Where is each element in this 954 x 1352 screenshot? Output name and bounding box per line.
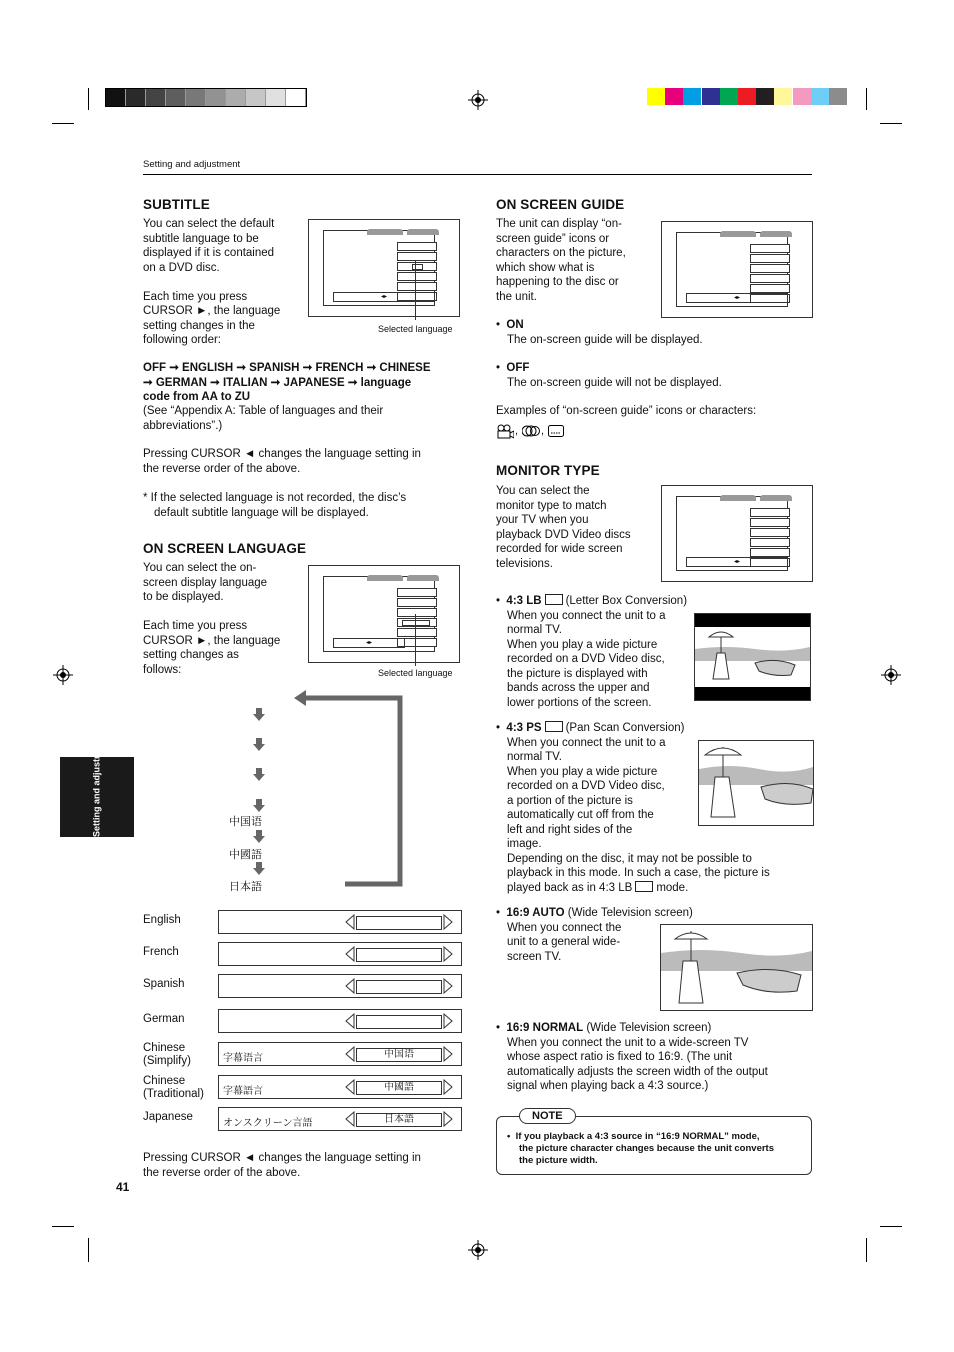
subtitle-reverse: Pressing CURSOR ◄ changes the language setting in the reverse order of the above. <box>143 448 421 475</box>
color-swatch <box>756 88 774 105</box>
header-rule <box>143 174 812 175</box>
osg-heading: ON SCREEN GUIDE <box>496 197 625 212</box>
osg-intro: The unit can display “on- screen guide” icons or characters on the picture, which show what is happening to the disc or the unit. <box>496 218 626 303</box>
color-swatch <box>829 88 847 105</box>
left-arrow-icon <box>345 1013 355 1029</box>
sequence-item: 中國語 <box>229 849 262 861</box>
subtitle-note: * If the selected language is not recorded, the disc’s default subtitle language will be displayed. <box>143 492 407 519</box>
color-swatch <box>665 88 683 105</box>
gray-swatch <box>266 89 286 106</box>
right-arrow-icon <box>443 978 453 994</box>
monitor-normal: • 16:9 NORMAL (Wide Television screen) When you connect the unit to a wide-screen TV whose aspect ratio is fixed to 16:9. (The unit automatically adjusts the screen width of the output signal when playing back a 4:3 source.) <box>496 1022 768 1092</box>
beach-scene-icon <box>695 627 810 687</box>
monitor-menu-illustration: ◂▸ <box>661 485 813 582</box>
right-arrow-icon <box>443 1079 453 1095</box>
color-swatch <box>647 88 665 105</box>
language-setting-display <box>218 942 462 966</box>
language-setting-value: 中國語 <box>356 1081 442 1095</box>
crop-mark <box>866 88 867 110</box>
language-setting-value <box>356 948 442 962</box>
language-setting-label: 字幕语言 <box>223 1053 263 1064</box>
language-setting-display <box>218 910 462 934</box>
grayscale-bar <box>105 88 307 107</box>
subtitle-see: (See “Appendix A: Table of languages and their abbreviations”.) <box>143 405 384 432</box>
language-setting-display <box>218 1107 462 1131</box>
gray-swatch <box>186 89 206 106</box>
color-swatch <box>793 88 811 105</box>
color-swatch <box>774 88 792 105</box>
subtitle-order: OFF ➞ ENGLISH ➞ SPANISH ➞ FRENCH ➞ CHINESE ➞ GERMAN ➞ ITALIAN ➞ JAPANESE ➞ language code from AA to ZU <box>143 362 431 403</box>
registration-mark-icon <box>468 90 488 110</box>
monitor-intro: You can select the monitor type to match your TV when you playback DVD Video discs recorded for wide screen televisions. <box>496 485 631 570</box>
pan-scan-picture <box>698 740 814 826</box>
crop-mark <box>880 1226 902 1227</box>
language-setting-display <box>218 1009 462 1033</box>
language-setting-label: オンスクリーン言語 <box>223 1118 313 1129</box>
language-setting-value: 日本語 <box>356 1113 442 1127</box>
down-arrow-icon <box>253 708 265 721</box>
left-arrow-icon <box>345 1111 355 1127</box>
beach-scene-icon <box>661 925 812 1010</box>
down-arrow-icon <box>253 862 265 875</box>
osl-intro: You can select the on- screen display language to be displayed. Each time you press CURSOR ►, the language setting changes as follows: <box>143 562 281 676</box>
crop-mark <box>88 1238 89 1262</box>
color-bar <box>647 88 847 105</box>
crop-mark <box>52 123 74 124</box>
side-tab-label: Setting and adjustment <box>91 737 102 837</box>
camera-angle-icon <box>496 423 514 439</box>
crop-mark <box>880 123 902 124</box>
language-name: Chinese (Traditional) <box>143 1075 204 1100</box>
subtitle-caption: Selected language <box>378 324 453 334</box>
subtitle-menu-illustration: ◂▸ <box>308 219 460 317</box>
subtitle-heading: SUBTITLE <box>143 197 210 212</box>
language-name: English <box>143 914 181 926</box>
right-arrow-icon <box>443 1111 453 1127</box>
left-arrow-icon <box>345 914 355 930</box>
right-arrow-icon <box>443 1013 453 1029</box>
osl-caption: Selected language <box>378 668 453 678</box>
language-name: French <box>143 946 179 958</box>
gray-swatch <box>146 89 166 106</box>
language-setting-display <box>218 1075 462 1099</box>
right-arrow-icon <box>443 946 453 962</box>
language-name: Chinese (Simplify) <box>143 1042 191 1067</box>
osg-menu-illustration: ◂▸ <box>661 221 813 318</box>
registration-mark-icon <box>468 1240 488 1260</box>
audio-icon <box>522 425 540 437</box>
color-swatch <box>738 88 756 105</box>
left-arrow-icon <box>345 1079 355 1095</box>
color-swatch <box>811 88 829 105</box>
language-name: Japanese <box>143 1111 193 1123</box>
note-text: • If you playback a 4:3 source in “16:9 NORMAL” mode, the picture character changes because the unit converts the picture width. <box>507 1131 775 1166</box>
down-arrow-icon <box>253 799 265 812</box>
osg-examples: Examples of “on-screen guide” icons or characters: <box>496 405 757 417</box>
right-arrow-icon <box>443 914 453 930</box>
right-arrow-icon <box>443 1046 453 1062</box>
note-title: NOTE <box>519 1108 576 1124</box>
running-header: Setting and adjustment <box>143 159 241 170</box>
language-name: German <box>143 1013 185 1025</box>
wide-picture <box>660 924 813 1011</box>
language-setting-display <box>218 1042 462 1066</box>
left-arrow-icon <box>345 978 355 994</box>
osg-off: • OFF The on-screen guide will not be displayed. <box>496 362 722 389</box>
monitor-lb: • 4:3 LB (Letter Box Conversion) When you connect the unit to a normal TV. When you play a wide picture recorded on a DVD Video disc, the picture is displayed with bands across the upper and lower portions of the screen. <box>496 595 688 709</box>
language-setting-value <box>356 916 442 930</box>
monitor-heading: MONITOR TYPE <box>496 463 600 478</box>
monitor-auto: • 16:9 AUTO (Wide Television screen) When you connect the unit to a general wide- screen TV. <box>496 907 693 963</box>
sequence-item: 日本語 <box>229 881 262 893</box>
crop-mark <box>866 1238 867 1262</box>
loop-back-arrow-icon <box>290 688 405 888</box>
gray-swatch <box>166 89 186 106</box>
language-setting-value <box>356 1015 442 1029</box>
gray-swatch <box>206 89 226 106</box>
gray-swatch <box>246 89 266 106</box>
note-box <box>496 1110 812 1175</box>
osl-menu-illustration: ◂▸ <box>308 565 460 663</box>
down-arrow-icon <box>253 830 265 843</box>
page-number: 41 <box>116 1180 130 1194</box>
gray-swatch <box>126 89 146 106</box>
crop-mark <box>52 1226 74 1227</box>
beach-scene-icon <box>699 741 813 825</box>
registration-mark-icon <box>881 665 901 685</box>
gray-swatch <box>226 89 246 106</box>
monitor-ps: • 4:3 PS (Pan Scan Conversion) When you connect the unit to a normal TV. When you play a wide picture recorded on a DVD Video disc, a portion of the picture is automatically cut off from the left and right sides of the image. Depending on the disc, it may not be possible to playback in this mode. In such a case, the picture is played back as in 4:3 LB mode. <box>496 722 770 894</box>
language-setting-value <box>356 980 442 994</box>
language-setting-display <box>218 974 462 998</box>
ps-icon <box>545 721 563 732</box>
osl-heading: ON SCREEN LANGUAGE <box>143 541 307 556</box>
side-tab <box>60 737 134 837</box>
sequence-item: 中国语 <box>229 816 262 828</box>
color-swatch <box>720 88 738 105</box>
down-arrow-icon <box>253 738 265 751</box>
gray-swatch <box>286 89 306 106</box>
registration-mark-icon <box>53 665 73 685</box>
lb-icon <box>635 881 653 892</box>
left-arrow-icon <box>345 946 355 962</box>
color-swatch <box>683 88 701 105</box>
language-name: Spanish <box>143 978 185 990</box>
down-arrow-icon <box>253 768 265 781</box>
osl-reverse: Pressing CURSOR ◄ changes the language setting in the reverse order of the above. <box>143 1152 421 1179</box>
osg-on: • ON The on-screen guide will be displayed. <box>496 319 703 346</box>
language-setting-value: 中国语 <box>356 1048 442 1062</box>
gray-swatch <box>106 89 126 106</box>
osg-example-icons: , , <box>496 423 576 439</box>
subtitle-icon <box>548 425 564 437</box>
lb-icon <box>545 594 563 605</box>
left-arrow-icon <box>345 1046 355 1062</box>
color-swatch <box>702 88 720 105</box>
language-setting-label: 字幕語言 <box>223 1086 263 1097</box>
letterbox-picture <box>694 613 811 701</box>
subtitle-intro: You can select the default subtitle language to be displayed if it is contained on a DVD disc. Each time you press CURSOR ►, the language setting changes in the following order: <box>143 218 281 346</box>
crop-mark <box>88 88 89 110</box>
